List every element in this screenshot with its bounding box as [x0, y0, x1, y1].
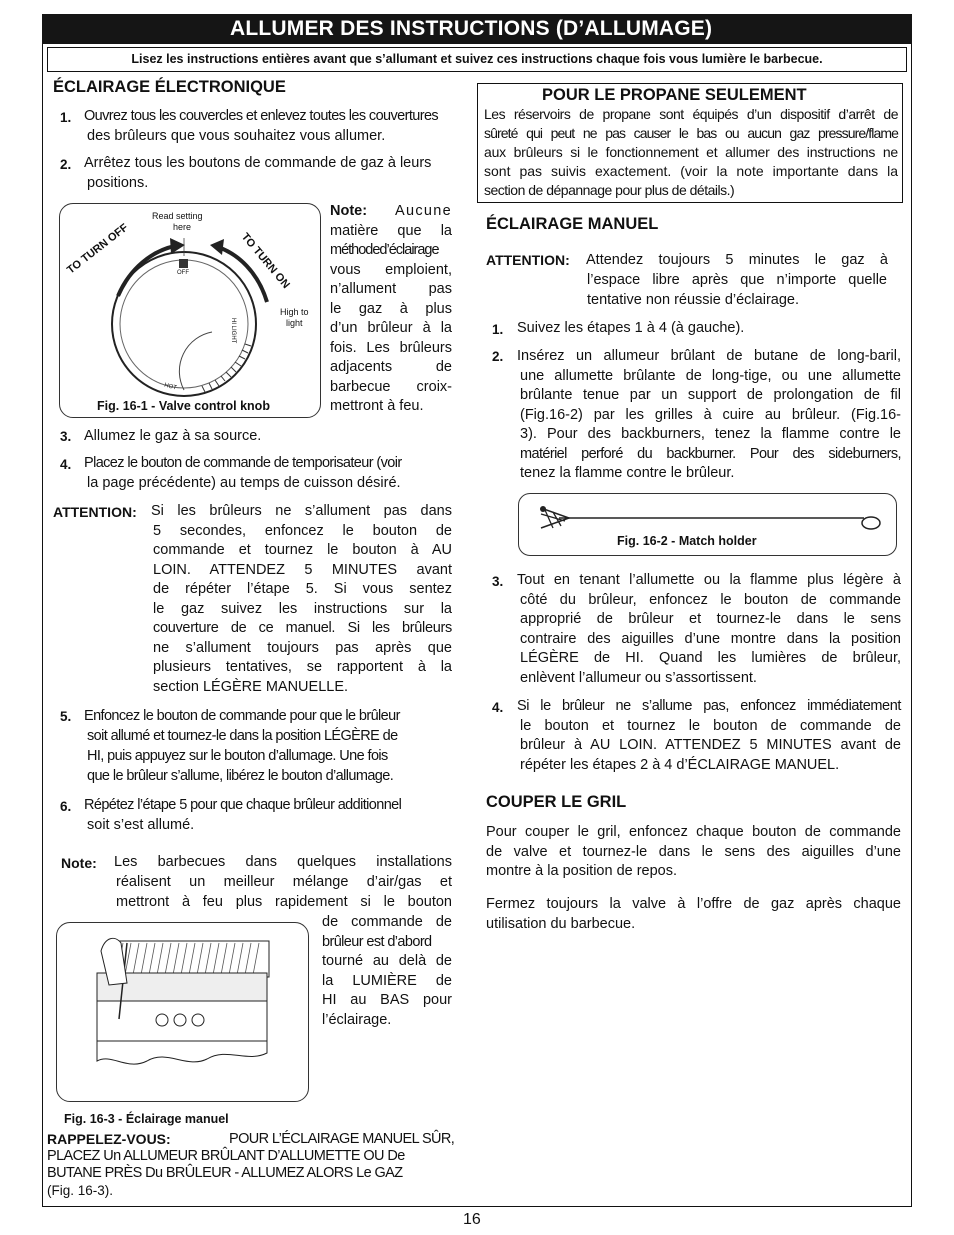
shutoff-paragraph-2	[486, 895, 901, 934]
fig-16-1-caption: Fig. 16-1 - Valve control knob	[97, 399, 270, 413]
remember-line-1: POUR L’ÉCLAIRAGE MANUEL SÛR,	[229, 1131, 455, 1147]
to-turn-off-label: TO TURN OFF	[65, 221, 131, 277]
remember-line-4: (Fig. 16-3).	[47, 1183, 114, 1198]
step-number: 4.	[60, 457, 72, 472]
valve-knob-figure	[59, 203, 321, 418]
shutoff-line: Fermez toujours la valve à l’offre de gaz après chaque	[486, 896, 901, 912]
note-line: tourné au delà de	[322, 953, 452, 969]
step-line: brûleur à AU LOIN. ATTENDEZ 5 MINUTES avant de	[520, 737, 901, 753]
step-number: 2.	[60, 157, 72, 172]
high-to-label: High to	[280, 307, 309, 317]
attention-line: commande et tournez le bouton à AU	[153, 542, 452, 558]
step-number: 1.	[60, 110, 72, 125]
manual-step-1-line-1: Suivez les étapes 1 à 4 (à gauche).	[517, 320, 745, 336]
attention-line: plusieurs tentatives, se rapportent à la	[153, 659, 452, 675]
match-holder-icon	[519, 494, 898, 534]
section-heading-electronic: ÉCLAIRAGE ÉLECTRONIQUE	[53, 78, 286, 96]
fig-16-3-caption: Fig. 16-3 - Éclairage manuel	[64, 1112, 229, 1126]
read-instructions-notice: Lisez les instructions entières avant que s’allumant et suivez ces instructions chaque fois vous lumière le barbecue.	[47, 47, 907, 72]
propane-line: aux brûleurs si le fonctionnement et allumer des instructions ne	[484, 144, 898, 160]
step-4-line-1: Placez le bouton de commande de temporisateur (voir	[84, 455, 402, 471]
step-number: 6.	[60, 799, 72, 814]
step-5-line-4: que le brûleur s’allume, libérez le bouton d’allumage.	[87, 768, 394, 784]
manual-step-2	[517, 347, 901, 484]
manual-attention-line-2: l’espace libre après que n’importe quelle	[587, 272, 887, 288]
step-1-line-1: Ouvrez tous les couvercles et enlevez toutes les couvertures	[84, 108, 439, 124]
read-setting-label: Read setting	[152, 211, 203, 221]
attention-line: 5 secondes, enfoncez le bouton de	[153, 522, 452, 539]
attention-label: ATTENTION:	[53, 504, 137, 520]
manual-step-3	[517, 571, 901, 688]
note-line: HI au BAS pour	[322, 992, 452, 1008]
grill-illustration-icon	[57, 923, 310, 1103]
note-line: de commande de	[322, 914, 452, 930]
attention-line: de répéter l’étape 5. Si vous sentez	[153, 581, 452, 597]
remember-line-3: BUTANE PRÈS Du BRÛLEUR - ALLUMEZ ALORS Le GAZ	[47, 1165, 403, 1181]
step-number: 4.	[492, 700, 504, 715]
section-heading-shutoff: COUPER LE GRIL	[486, 793, 627, 811]
attention-line: le gaz suivez les instructions sur la	[153, 600, 452, 617]
note-line: d’un brûleur à la	[330, 320, 452, 336]
note-line: barbecue croix-	[330, 378, 452, 395]
fig-16-2-caption: Fig. 16-2 - Match holder	[617, 534, 757, 548]
match-holder-figure	[518, 493, 897, 556]
grill-figure	[56, 922, 309, 1102]
hi-light-label: HI LIGHT	[230, 318, 236, 344]
fig1-note	[330, 202, 452, 417]
section-heading-manual: ÉCLAIRAGE MANUEL	[486, 215, 659, 233]
manual-attention-line-3: tentative non réussie d’éclairage.	[587, 292, 799, 308]
manual-step-4	[517, 697, 901, 775]
page-title: ALLUMER DES INSTRUCTIONS (D’ALLUMAGE)	[42, 14, 912, 44]
page-number: 16	[463, 1211, 481, 1228]
note-2-cont	[322, 913, 452, 1030]
attention-line: ne s’allument toujours pas après que	[153, 639, 452, 656]
step-line: côté du brûleur, enfoncez le bouton de commande	[520, 591, 901, 608]
propane-text	[484, 105, 898, 200]
note-2-label: Note:	[61, 855, 97, 871]
remember-line-2: PLACEZ Un ALLUMEUR BRÛLANT D’ALLUMETTE OU De	[47, 1148, 405, 1164]
step-line: LÉGÈRE de HI. Quand les lumières de brûleur,	[520, 650, 901, 666]
step-line: approprié de brûleur et tournez-le dans le sens	[520, 611, 901, 627]
note-2-line-1: Les barbecues dans quelques installations	[114, 854, 452, 870]
note-line: fois. Les brûleurs	[330, 339, 452, 356]
note-line: mettront à feu.	[330, 398, 424, 414]
note-line: adjacents de	[330, 359, 452, 375]
propane-only-box	[477, 83, 903, 203]
light-label: light	[286, 318, 303, 328]
manual-attention-label: ATTENTION:	[486, 252, 570, 268]
note-line: la LUMIÈRE de	[322, 972, 452, 989]
step-6-line-2: soit s’est allumé.	[87, 817, 195, 833]
step-line: Tout en tenant l’allumette ou la flamme plus légère à	[517, 572, 901, 588]
step-number: 2.	[492, 349, 504, 364]
shutoff-line: Pour couper le gril, enfoncez chaque bouton de commande	[486, 824, 901, 840]
attention-line: couverture de ce manuel. Si les brûleurs	[153, 620, 452, 636]
step-line: le bouton et tournez le bouton de commande de	[520, 717, 901, 734]
step-line: (Fig.16-2) par les grilles à cuire au brûleur. (Fig.16-	[520, 406, 901, 423]
step-5-line-3: HI, puis appuyez sur le bouton d’allumage. Une fois	[87, 748, 388, 764]
step-number: 3.	[60, 429, 72, 444]
step-line: 3). Pour des backburners, tenez la flamme contre le	[520, 426, 901, 442]
note-line: matière que la	[330, 222, 452, 239]
step-line: brûlante tenue par un support de prolongation de fil	[520, 387, 901, 403]
attention-line: Si les brûleurs ne s’allument pas dans	[151, 503, 452, 519]
propane-line: section de dépannage pour plus de détails.)	[484, 182, 735, 198]
propane-heading: POUR LE PROPANE SEULEMENT	[542, 86, 807, 104]
step-line: tenez la flamme contre le brûleur.	[520, 465, 735, 481]
note-line: n’allument pas	[330, 281, 452, 297]
to-turn-on-label: TO TURN ON	[238, 231, 292, 291]
note-line: brûleur est d’abord	[322, 933, 432, 950]
attention-line: section LÉGÈRE MANUELLE.	[153, 678, 349, 695]
step-line: une allumette brûlante de long-tige, ou une allumette	[520, 367, 901, 384]
step-number: 3.	[492, 574, 504, 589]
step-5-line-2: soit allumé et tournez-le dans la position LÉGÈRE de	[87, 728, 398, 744]
note-line: le gaz à plus	[330, 300, 452, 317]
step-line: répéter les étapes 2 à 4 d’ÉCLAIRAGE MANUEL.	[520, 756, 840, 773]
step-3-line-1: Allumez le gaz à sa source.	[84, 428, 262, 444]
step-line: Insérez un allumeur brûlant de butane de long-baril,	[517, 348, 901, 364]
step-6-line-1: Répétez l’étape 5 pour que chaque brûleur additionnel	[84, 797, 402, 813]
propane-line: sûreté qui peut ne pas causer le bas ou aucun gaz pressure/flame	[484, 125, 898, 141]
shutoff-paragraph-1	[486, 823, 901, 882]
note-line: Aucune	[395, 203, 452, 219]
manual-attention-line-1: Attendez toujours 5 minutes le gaz à	[586, 252, 888, 268]
propane-line: sont pas suivis exactement. (voir la note importante dans la	[484, 163, 898, 179]
shutoff-line: montre à la position de repos.	[486, 863, 678, 879]
shutoff-line: utilisation du barbecue.	[486, 915, 636, 932]
attention-line: LOIN. ATTENDEZ 5 MINUTES avant	[153, 561, 452, 578]
here-label: here	[173, 222, 192, 232]
step-line: Si le brûleur ne s’allume pas, enfoncez immédiatement	[517, 698, 901, 714]
step-1-line-2: des brûleurs que vous souhaitez vous allumer.	[87, 128, 386, 144]
step-2-line-2: positions.	[87, 175, 149, 191]
step-5-line-1: Enfoncez le bouton de commande pour que le brûleur	[84, 708, 400, 724]
note-line: l’éclairage.	[322, 1011, 392, 1028]
note-line: méthoded’éclairage	[330, 242, 439, 258]
note-label: Note:	[330, 203, 368, 219]
shutoff-line: de valve et tournez-le dans le sens des aiguilles d’une	[486, 843, 901, 860]
off-label: OFF	[177, 270, 189, 276]
step-line: contraire des aiguilles d’une montre dans la position	[520, 630, 901, 647]
step-line: enlèvent l’allumeur ou s’assortissent.	[520, 669, 757, 686]
propane-line: Les réservoirs de propane sont équipés d’un dispositif d’arrêt de	[484, 106, 898, 122]
step-4-line-2: la page précédente) au temps de cuisson désiré.	[87, 475, 401, 491]
remember-label: RAPPELEZ-VOUS:	[47, 1131, 171, 1147]
note-2-line-3: mettront à feu plus rapidement si le bouton	[116, 894, 452, 910]
step-2-line-1: Arrêtez tous les boutons de commande de gaz à leurs	[84, 155, 432, 171]
step-number: 1.	[492, 322, 504, 337]
step-number: 5.	[60, 709, 72, 724]
attention-text	[151, 502, 452, 697]
note-2-line-2: réalisent un meilleur mélange d’air/gas et	[116, 874, 452, 890]
hot-label: HOT	[163, 382, 178, 392]
note-line: vous emploient,	[330, 261, 452, 278]
step-line: matériel perforé du backburner. Pour des sideburners,	[520, 445, 901, 462]
